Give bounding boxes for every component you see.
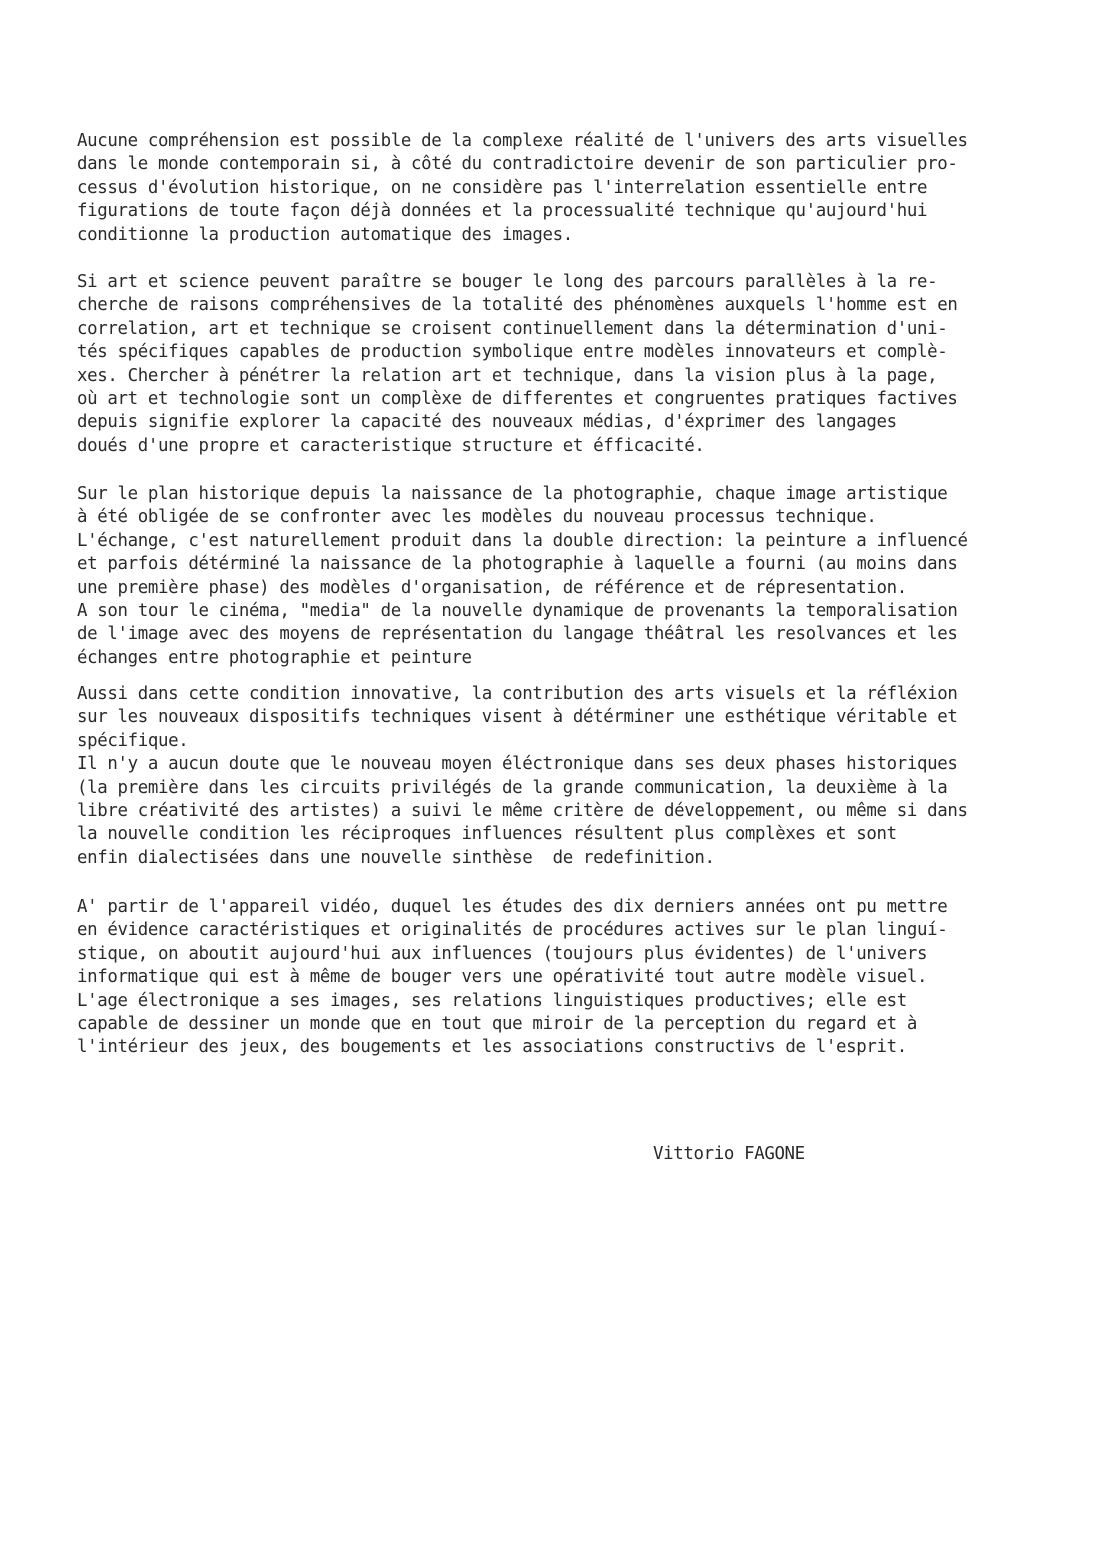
- paragraph-line: L'age électronique a ses images, ses relations linguistiques productives; elle est: [77, 990, 907, 1011]
- paragraph-line: Il n'y a aucun doute que le nouveau moyen éléctronique dans ses deux phases historiques: [77, 754, 958, 775]
- paragraph-line: l'intérieur des jeux, des bougements et les associations constructivs de l'esprit.: [77, 1037, 907, 1058]
- paragraph-line: la nouvelle condition les réciproques influences résultent plus complèxes et sont: [77, 824, 897, 845]
- paragraph-line: A' partir de l'appareil vidéo, duquel les études des dix derniers années ont pu mettre: [77, 897, 948, 917]
- paragraph-4: [77, 683, 968, 870]
- paragraph-line: tés spécifiques capables de production symbolique entre modèles innovateurs et complè-: [77, 342, 948, 363]
- paragraph-line: Aucune compréhension est possible de la complexe réalité de l'univers des arts visuelles: [77, 131, 968, 151]
- paragraph-line: Sur le plan historique depuis la naissance de la photographie, chaque image artistique: [77, 484, 948, 504]
- paragraph-line: de l'image avec des moyens de représentation du langage théâtral les resolvances et les: [77, 624, 958, 645]
- paragraph-line: stique, on aboutit aujourd'hui aux influences (toujours plus évidentes) de l'univers: [77, 943, 928, 964]
- paragraph-5: [77, 896, 947, 1060]
- paragraph-line: dans le monde contemporain si, à côté du contradictoire devenir de son particulier pro-: [77, 154, 958, 175]
- paragraph-line: échanges entre photographie et peinture: [77, 647, 472, 668]
- paragraph-line: correlation, art et technique se croisent continuellement dans la détermination d'uni-: [77, 318, 948, 339]
- paragraph-line: cessus d'évolution historique, on ne considère pas l'interrelation essentielle entre: [77, 177, 928, 198]
- paragraph-line: une première phase) des modèles d'organisation, de référence et de répresentation.: [77, 577, 907, 598]
- paragraph-line: où art et technologie sont un complèxe de differentes et congruentes pratiques factives: [77, 388, 958, 409]
- paragraph-line: A son tour le cinéma, "media" de la nouvelle dynamique de provenants la temporalisation: [77, 600, 958, 621]
- paragraph-line: capable de dessiner un monde que en tout que miroir de la perception du regard et à: [77, 1013, 917, 1034]
- paragraph-line: Si art et science peuvent paraître se bouger le long des parcours parallèles à la re-: [77, 272, 938, 292]
- paragraph-2: [77, 271, 957, 458]
- paragraph-line: en évidence caractéristiques et originalités de procédures actives sur le plan linguí-: [77, 920, 948, 941]
- paragraph-line: conditionne la production automatique des images.: [77, 224, 573, 245]
- paragraph-line: Aussi dans cette condition innovative, la contribution des arts visuels et la réfléxion: [77, 684, 958, 704]
- paragraph-line: spécifique.: [77, 730, 189, 751]
- paragraph-line: figurations de toute façon déjà données et la processualité technique qu'aujourd'hui: [77, 201, 928, 222]
- paragraph-line: L'échange, c'est naturellement produit dans la double direction: la peinture a influencé: [77, 530, 968, 551]
- paragraph-line: sur les nouveaux dispositifs techniques visent à détérminer une esthétique véritable et: [77, 707, 958, 728]
- paragraph-line: informatique qui est à même de bouger vers une opérativité tout autre modèle visuel.: [77, 967, 928, 988]
- paragraph-3: [77, 483, 968, 670]
- paragraph-line: cherche de raisons compréhensives de la totalité des phénomènes auxquels l'homme est en: [77, 295, 958, 316]
- paragraph-line: (la première dans les circuits privilégés de la grande communication, la deuxième à la: [77, 777, 948, 798]
- author-signature: Vittorio FAGONE: [653, 1144, 805, 1164]
- paragraph-line: depuis signifie explorer la capacité des nouveaux médias, d'éxprimer des langages: [77, 412, 897, 433]
- paragraph-line: enfin dialectisées dans une nouvelle sinthèse de redefinition.: [77, 847, 715, 868]
- paragraph-line: et parfois détérminé la naissance de la photographie à laquelle a fourni (au moins dans: [77, 554, 958, 575]
- paragraph-1: [77, 130, 968, 247]
- paragraph-line: à été obligée de se confronter avec les modèles du nouveau processus technique.: [77, 507, 877, 528]
- paragraph-line: doués d'une propre et caracteristique structure et éfficacité.: [77, 435, 705, 456]
- paragraph-line: xes. Chercher à pénétrer la relation art et technique, dans la vision plus à la page,: [77, 365, 938, 386]
- paragraph-line: libre créativité des artistes) a suivi le même critère de développement, ou même si dans: [77, 800, 968, 821]
